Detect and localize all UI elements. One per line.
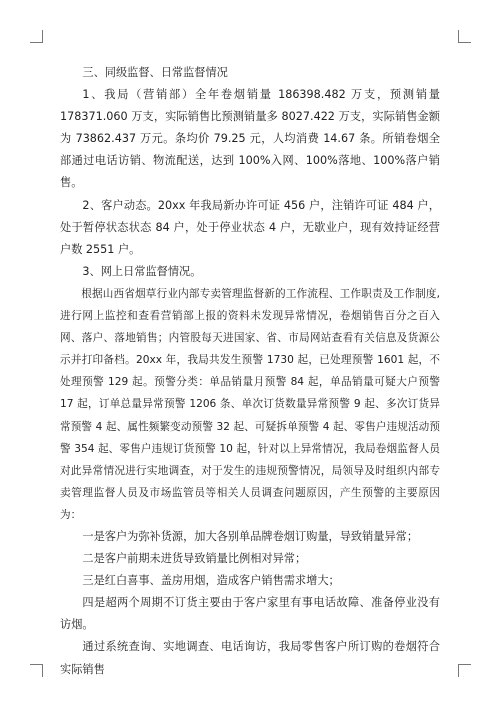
paragraph-verification: 通过系统查询、实地调查、电话询访，我局零售客户所订购的卷烟符合实际销售 [60, 640, 440, 676]
paragraph-reason-3: 三是红白喜事、盖房用烟，造成客户销售需求增大； [82, 574, 340, 588]
paragraph-reason-2: 二是客户前期未进货导致销量比例相对异常； [82, 552, 307, 566]
paragraph-customer-dynamics: 2、客户动态。20xx 年我局新办许可证 456 户，注销许可证 484 户，处于暂停状态状态 84 户，处于停业状态 4 户，无歇业户，现有效持证经营户数 2551 户。 [60, 198, 440, 256]
crop-mark-bottom-right [458, 664, 471, 677]
paragraph-reason-4: 四是超两个周期不订货主要由于客户家里有事电话故障、准备停业没有访烟。 [60, 596, 440, 632]
crop-mark-bottom-left [30, 664, 43, 677]
document-body [60, 62, 440, 681]
crop-mark-top-left [30, 30, 43, 43]
section-heading: 三、同级监督、日常监督情况 [82, 66, 228, 79]
paragraph-online-supervision-heading: 3、网上日常监督情况。 [82, 264, 202, 278]
paragraph-reason-1: 一是客户为弥补货源，加大各别单品牌卷烟订购量，导致销量异常； [82, 529, 419, 543]
paragraph-online-supervision-detail: 根据山西省烟草行业内部专卖管理监督新的工作流程、工作职责及工作制度,进行网上监控和查看营销部上报的资料未发现异常情况，卷烟销售百分之百入网、落户、落地销售；内管股每天进国家、省、市局网站查看有关信息及货源公示并打印备档。20xx 年，我局共发生预警 1730 起，已处理预警 1601 起，不处理预警 129 起。预警分类：单品销量月预警 84 起，单品销量可疑大户预警 17 起，订单总量异常预警 1206 条、单次订货数量异常预警 9 起、多次订货异常预警 4 起、属性频繁变动预警 32 起、可疑拆单预警 4 起、零售户违规活动预警 354 起、零售户违规订货预警 10 起，针对以上异常情况，我局卷烟监督人员对此异常情况进行实地调查，对于发生的违规预警情况，局领导及时组织内部专卖管理监督人员及市场监管员等相关人员调查问题原因，产生预警的主要原因为： [60, 287, 440, 521]
crop-mark-top-right [458, 30, 471, 43]
paragraph-sales-volume: 1、我局（营销部）全年卷烟销量 186398.482 万支，预测销量 178371.060 万支，实际销售比预测销量多 8027.422 万支，实际销售金额为 73862.437 万元。条均价 79.25 元，人均消费 14.67 条。所销卷烟全部通过电话访销、物流配送，达到 100%入网、100%落地、100%落户销售。 [60, 88, 440, 190]
